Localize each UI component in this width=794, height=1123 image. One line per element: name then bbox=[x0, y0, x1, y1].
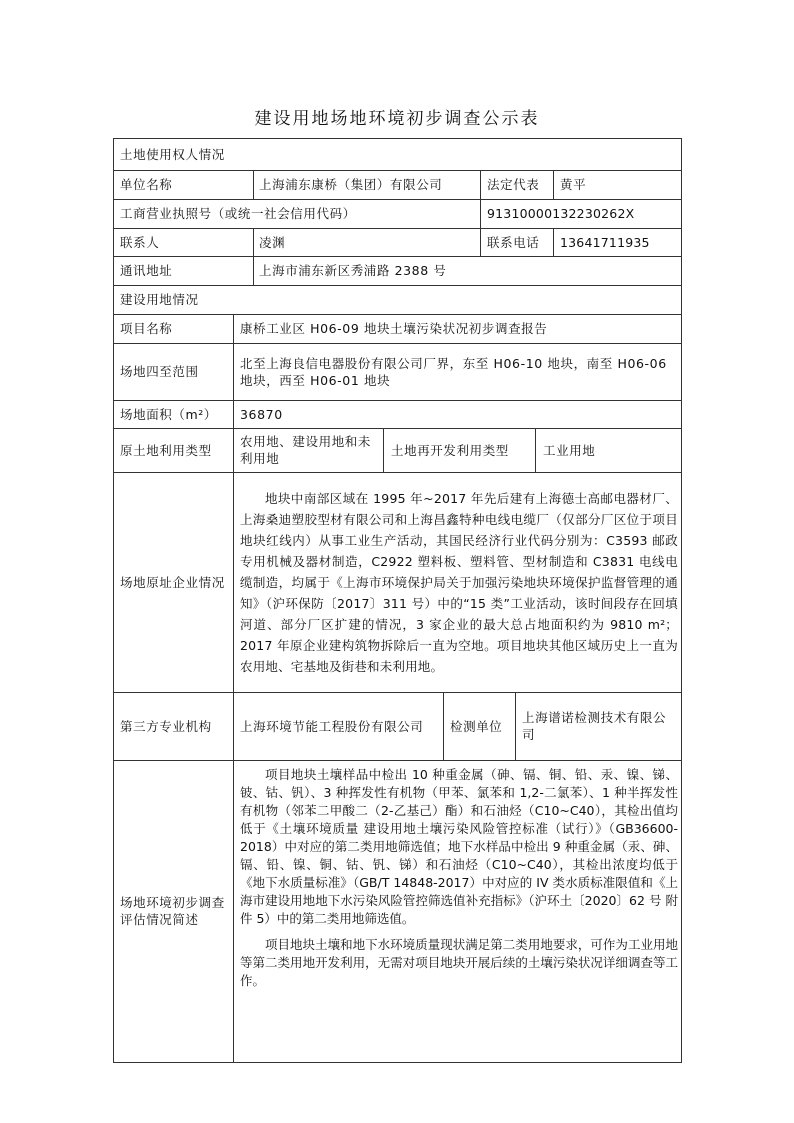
boundary-value: 北至上海良信电器股份有限公司厂界，东至 H06-10 地块，南至 H06-06 地块，西至 H06-01 地块 bbox=[240, 355, 667, 388]
third-party-value: 上海环境节能工程股份有限公司 bbox=[240, 718, 424, 734]
page-title: 建设用地场地环境初步调查公示表 bbox=[254, 109, 540, 129]
phone-value: 13641711935 bbox=[560, 234, 650, 250]
history-label: 场地原址企业情况 bbox=[120, 574, 225, 590]
contact-value: 凌渊 bbox=[259, 234, 286, 250]
address-value: 上海市浦东新区秀浦路 2388 号 bbox=[259, 263, 447, 278]
original-use-value: 农用地、建设用地和未利用地 bbox=[240, 434, 372, 466]
area-label: 场地面积（m²） bbox=[120, 406, 217, 422]
assessment-value-cell bbox=[240, 766, 678, 1056]
unit-name-label: 单位名称 bbox=[120, 177, 173, 192]
legal-rep-label: 法定代表 bbox=[487, 177, 540, 192]
redevelop-label: 土地再开发利用类型 bbox=[391, 442, 509, 458]
legal-rep-value: 黄平 bbox=[560, 177, 587, 192]
contact-label: 联系人 bbox=[120, 234, 160, 250]
area-value: 36870 bbox=[240, 406, 283, 422]
phone-label: 联系电话 bbox=[487, 234, 540, 250]
project-label: 项目名称 bbox=[120, 321, 173, 336]
owner-section-heading: 土地使用权人情况 bbox=[120, 146, 225, 162]
assessment-paragraph-2: 项目地块土壤和地下水环境质量现状满足第二类用地要求，可作为工业用地等第二类用地开发利用，无需对项目地块开展后续的土壤污染状况详细调查等工作。 bbox=[240, 937, 678, 988]
lab-value: 上海谱诺检测技术有限公司 bbox=[522, 710, 667, 742]
unit-name-value: 上海浦东康桥（集团）有限公司 bbox=[259, 177, 443, 192]
lab-label: 检测单位 bbox=[450, 718, 503, 734]
assessment-label: 场地环境初步调查评估情况简述 bbox=[120, 895, 225, 927]
address-label: 通讯地址 bbox=[120, 263, 173, 278]
original-use-label: 原土地利用类型 bbox=[120, 442, 212, 458]
history-value: 地块中南部区域在 1995 年~2017 年先后建有上海德士高邮电器材厂、上海桑迪塑胶型材有限公司和上海昌鑫特种电线电缆厂（仅部分厂区位于项目地块红线内）从事工业生产活动，其国民经济行业代码分别为：C3593 邮政专用机械及器材制造，C2922 塑料板、塑料管、型材制造和 C3831 电线电缆制造，均属于《上海市环境保护局关于加强污染地块环境保护监督管理的通知》（沪环保防〔2017〕311 号）中的“15 类”工业活动，该时间段存在回填河道、部分厂区扩建的情况，3 家企业的最大总占地面积约为 9810 m²；2017 年原企业建构筑物拆除后一直为空地。项目地块其他区域历史上一直为农用地、宅基地及街巷和未利用地。 bbox=[240, 490, 678, 674]
history-value-cell bbox=[240, 472, 678, 692]
license-label: 工商营业执照号（或统一社会信用代码） bbox=[120, 206, 356, 221]
license-value: 91310000132230262X bbox=[487, 206, 635, 221]
boundary-label: 场地四至范围 bbox=[120, 364, 199, 379]
third-party-label: 第三方专业机构 bbox=[120, 718, 212, 734]
site-section-heading: 建设用地情况 bbox=[120, 292, 199, 307]
project-value: 康桥工业区 H06-09 地块土壤污染状况初步调查报告 bbox=[240, 321, 548, 336]
assessment-paragraph-1: 项目地块土壤样品中检出 10 种重金属（砷、镉、铜、铅、汞、镍、锑、铍、钴、钒）、3 种挥发性有机物（甲苯、氯苯和 1,2-二氯苯）、1 种半挥发性有机物（邻苯二甲酸二（2-乙基己）酯）和石油烃（C10~C40），其检出值均低于《土壤环境质量 建设用地土壤污染风险管控标准（试行）》（GB36600-2018）中对应的第二类用地筛选值；地下水样品中检出 9 种重金属（汞、砷、镉、铅、镍、铜、钴、钒、锑）和石油烃（C10~C40），其检出浓度均低于《地下水质量标准》（GB/T 14848-2017）中对应的 IV 类水质标准限值和《上海市建设用地地下水污染风险管控筛选值补充指标》（沪环土〔2020〕62 号 附件 5）中的第二类用地筛选值。 bbox=[240, 767, 678, 926]
redevelop-value: 工业用地 bbox=[543, 442, 596, 458]
